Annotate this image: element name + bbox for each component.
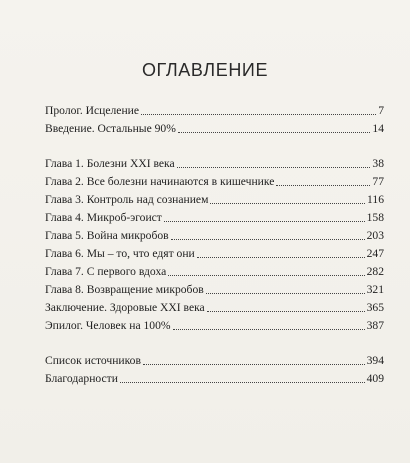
dot-leader (207, 311, 365, 312)
toc-entry-label: Глава 6. Мы – то, что едят они (45, 247, 195, 260)
dot-leader (120, 382, 365, 383)
dot-leader (178, 132, 371, 133)
toc-entry-page: 158 (366, 211, 384, 224)
toc-entry-label: Глава 5. Война микробов (45, 229, 169, 242)
dot-leader (276, 185, 370, 186)
dot-leader (164, 221, 365, 222)
toc-entry-introduction (45, 118, 384, 136)
toc-entry-chapter-1 (45, 153, 384, 171)
toc-entry-page: 203 (366, 229, 384, 242)
toc-entry-page: 7 (378, 104, 384, 117)
toc-entry-chapter-4 (45, 207, 384, 225)
dot-leader (143, 364, 365, 365)
toc-entry-chapter-7 (45, 261, 384, 279)
toc-entry-label: Список источников (45, 354, 141, 367)
toc-entry-label: Пролог. Исцеление (45, 104, 139, 117)
toc-entry-label: Глава 1. Болезни XXI века (45, 157, 175, 170)
toc-entry-page: 282 (366, 265, 384, 278)
dot-leader (197, 257, 365, 258)
toc-entry-page: 116 (367, 193, 384, 206)
toc-entry-chapter-3 (45, 189, 384, 207)
toc-entry-label: Эпилог. Человек на 100% (45, 319, 171, 332)
toc-entry-page: 14 (372, 122, 384, 135)
toc-entry-page: 387 (366, 319, 384, 332)
toc-entry-prologue (45, 100, 384, 118)
toc-entry-page: 394 (366, 354, 384, 367)
toc-entry-label: Глава 2. Все болезни начинаются в кишечнике (45, 175, 275, 188)
toc-entry-chapter-6 (45, 243, 384, 261)
toc-entry-page: 409 (366, 372, 384, 385)
toc-entry-chapter-8 (45, 279, 384, 297)
toc-entry-page: 38 (372, 157, 384, 170)
toc-entry-label: Глава 7. С первого вдоха (45, 265, 167, 278)
toc-entry-chapter-2 (45, 171, 384, 189)
toc-entry-label: Благодарности (45, 372, 118, 385)
dot-leader (171, 239, 365, 240)
toc-entry-page: 321 (366, 283, 384, 296)
toc-entry-label: Заключение. Здоровые XXI века (45, 301, 205, 314)
dot-leader (177, 167, 371, 168)
toc-entry-label: Глава 3. Контроль над сознанием (45, 193, 209, 206)
toc-entry-conclusion (45, 297, 384, 315)
dot-leader (210, 203, 365, 204)
toc-entry-chapter-5 (45, 225, 384, 243)
toc-entry-label: Глава 8. Возвращение микробов (45, 283, 204, 296)
dot-leader (173, 329, 365, 330)
toc-entry-page: 247 (366, 247, 384, 260)
page-title: ОГЛАВЛЕНИЕ (141, 60, 269, 80)
dot-leader (141, 114, 376, 115)
toc-entry-label: Глава 4. Микроб-эгоист (45, 211, 162, 224)
dot-leader (168, 275, 364, 276)
toc-entry-label: Введение. Остальные 90% (45, 122, 176, 135)
toc-entry-epilogue (45, 315, 384, 333)
toc-entry-references (45, 350, 384, 368)
toc-entry-page: 77 (372, 175, 384, 188)
toc-entry-acknowledgements (45, 368, 384, 386)
toc-entry-page: 365 (366, 301, 384, 314)
dot-leader (206, 293, 365, 294)
